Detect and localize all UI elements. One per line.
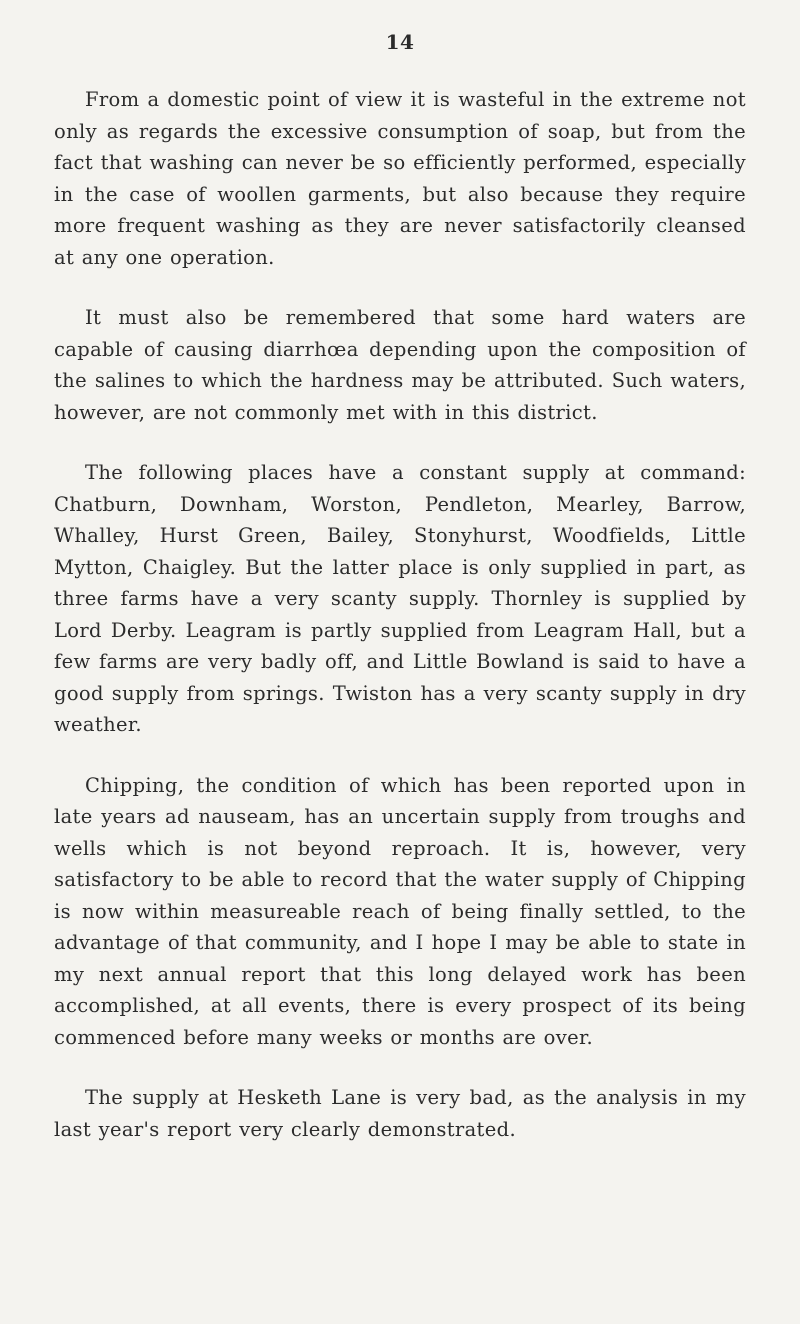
body-text: [54, 84, 746, 1174]
page-number: 14: [385, 30, 415, 54]
paragraph-constant-supply: The following places have a constant supply at command: Chatburn, Downham, Worston, Pendleton, Mearley, Barrow, Whalley, Hurst Green, Bailey, Stonyhurst, Woodfields, Little Mytton, Chaigley. But the latter place is only supplied in part, as three farms have a very scanty supply. Thornley is supplied by Lord Derby. Leagram is partly supplied from Leagram Hall, but a few farms are very badly off, and Little Bowland is said to have a good supply from springs. Twiston has a very scanty supply in dry weather.: [54, 461, 746, 736]
paragraph-domestic-waste: From a domestic point of view it is wasteful in the extreme not only as regards the excessive consumption of soap, but from the fact that washing can never be so efficiently performed, especially in the case of woollen garments, but also because they require more frequent washing as they are never satisfactorily cleansed at any one operation.: [54, 88, 746, 269]
paragraph-chipping: Chipping, the condition of which has been reported upon in late years ad nauseam, has an uncertain supply from troughs and wells which is not beyond reproach. It is, however, very satisfactory to be able to record that the water supply of Chipping is now within measureable reach of being finally settled, to the advantage of that community, and I hope I may be able to state in my next annual report that this long delayed work has been accomplished, at all events, there is every prospect of its being commenced before many weeks or months are over.: [54, 773, 746, 1049]
paragraph-hard-waters: It must also be remembered that some hard waters are capable of causing diarrhœa depending upon the composition of the salines to which the hardness may be attributed. Such waters, however, are not commonly met with in this district.: [54, 306, 746, 424]
paragraph-hesketh-lane: The supply at Hesketh Lane is very bad, as the analysis in my last year's report very clearly demonstrated.: [54, 1086, 746, 1141]
